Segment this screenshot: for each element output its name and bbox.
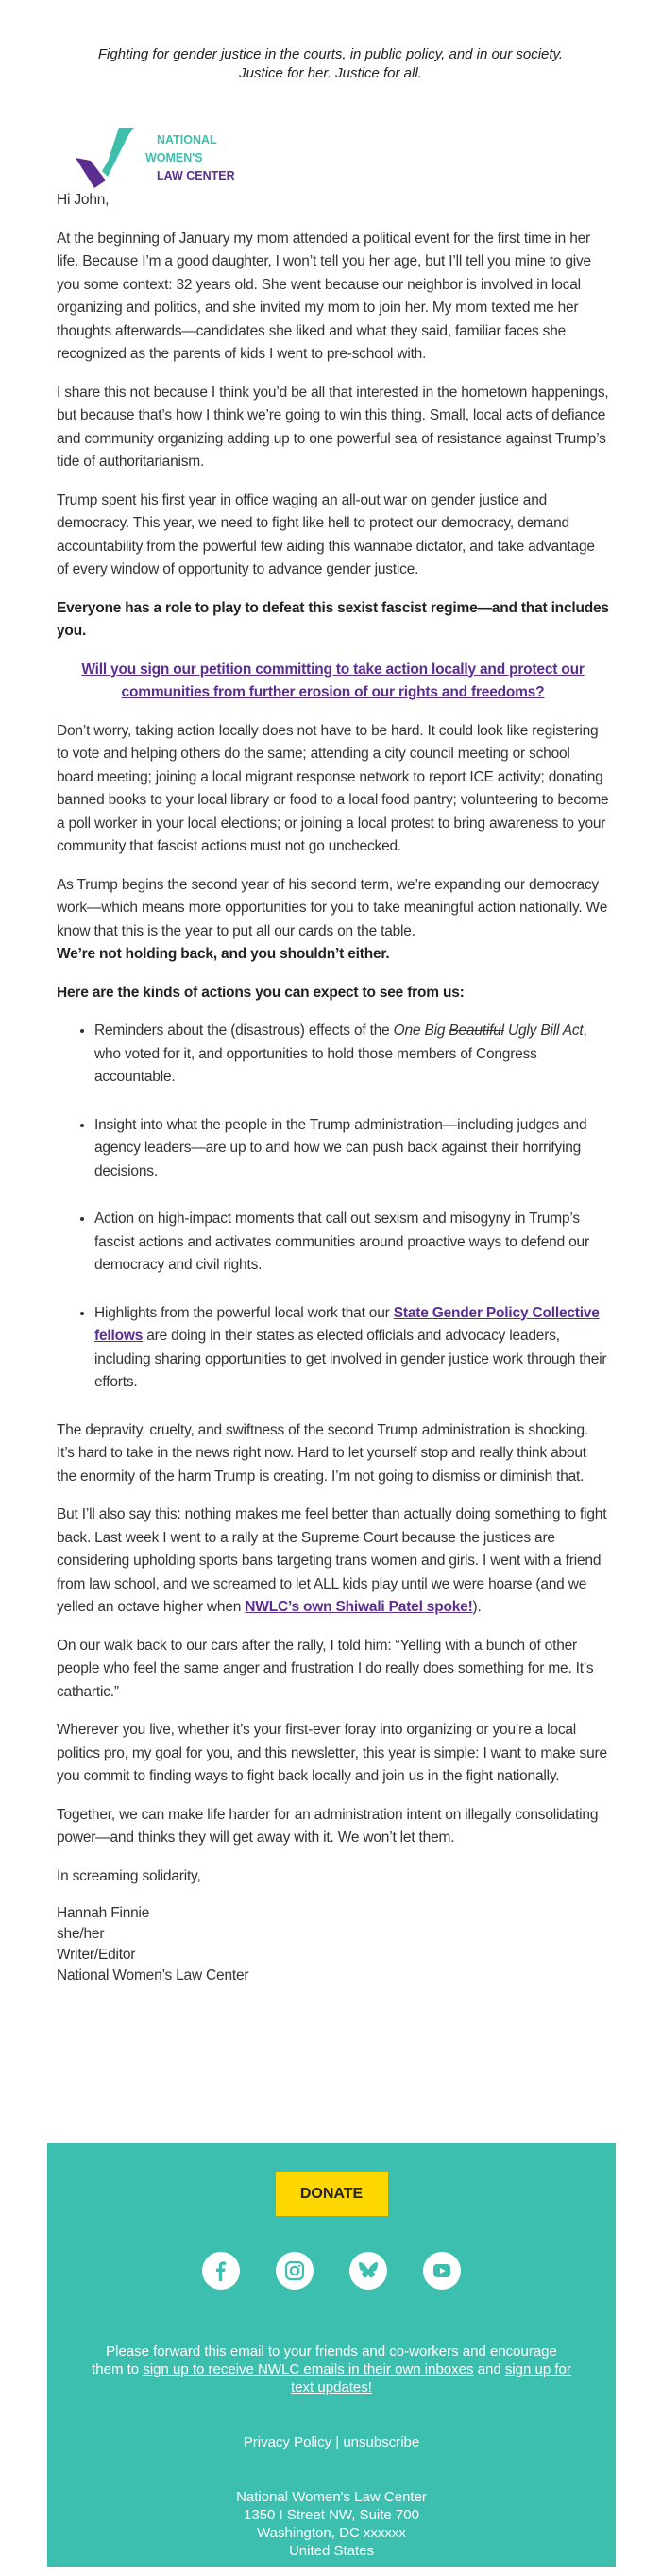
petition-link[interactable]: Will you sign our petition committing to take action locally and protect our communities from further erosion of our rights and freedoms? bbox=[81, 661, 585, 700]
text-signup-link[interactable]: sign up for text updates! bbox=[291, 2361, 571, 2396]
list-item: • Action on high-impact moments that call out sexism and misogyny in Trump’s fascist actions and activates communities around proactive ways to defend our democracy and civil rights. bbox=[94, 1208, 609, 1278]
address-line: National Women's Law Center bbox=[236, 2489, 427, 2505]
signature bbox=[57, 1903, 609, 1986]
tagline-line-2: Justice for her. Justice for all. bbox=[239, 65, 422, 81]
strikethrough-text: Beautiful bbox=[449, 1022, 504, 1039]
signature-name: Hannah Finnie bbox=[57, 1905, 150, 1921]
facebook-icon[interactable] bbox=[202, 2252, 240, 2290]
text: Please forward this email to your friends and co-workers and encourage them to bbox=[92, 2344, 557, 2378]
unsubscribe-link[interactable]: unsubscribe bbox=[343, 2434, 420, 2450]
address bbox=[47, 2488, 616, 2560]
text: Highlights from the powerful local work that our bbox=[94, 1304, 394, 1321]
paragraph: At the beginning of January my mom attended a political event for the first time in her life. Because I’m a good daughter, I won’t tell you her age, but I’ll tell you mine to give you some context: 32 years old. She went because our neighbor is involved in local organizing and politics, and she invited my mom to join her. My mom texted me her thoughts afterwards—candidates she liked and what they said, familiar faces she recognized as the parents of kids I went to pre-school with. bbox=[57, 230, 591, 362]
paragraph: Together, we can make life harder for an administration intent on illegally consolidating power—and thinks they will get away with it. We won’t let them. bbox=[57, 1806, 599, 1846]
nwlc-logo[interactable] bbox=[74, 128, 235, 188]
email-body bbox=[57, 189, 609, 2001]
logo-text-womens: WOMEN'S bbox=[145, 150, 203, 164]
italic-text: Ugly Bill Act bbox=[503, 1022, 584, 1039]
privacy-policy-link[interactable]: Privacy Policy bbox=[243, 2434, 332, 2450]
paragraph: The depravity, cruelty, and swiftness of the second Trump administration is shocking. It’s hard to take in the news right now. Hard to let yourself stop and really think about the enormity of the harm Trump is creating. I’m not going to dismiss or diminish that. bbox=[57, 1421, 589, 1485]
paragraph-text: As Trump begins the second year of his second term, we’re expanding our democracy work—which means more opportunities for you to take meaningful action nationally. We know that this is the year to put all our cards on the table. bbox=[57, 876, 608, 939]
signature-org: National Women’s Law Center bbox=[57, 1967, 249, 1984]
tagline bbox=[0, 45, 661, 83]
logo-text-law-center: LAW CENTER bbox=[157, 168, 235, 182]
paragraph: Don’t worry, taking action locally does not have to be hard. It could look like registering to vote and helping others do the same; attending a city council meeting or school board meeting; joining a local migrant response network to report ICE activity; donating banned books to your local library or food to a local food pantry; volunteering to become a poll worker in your local elections; or joining a local protest to bring awareness to your community that fascist actions must not go unchecked. bbox=[57, 722, 609, 854]
paragraph: Wherever you live, whether it’s your first-ever foray into organizing or you’re a local politics pro, my goal for you, and this newsletter, this year is simple: I want to make sure you commit to finding ways to fight back locally and join us in the fight nationally. bbox=[57, 1722, 607, 1784]
list-item bbox=[94, 1020, 609, 1090]
list-item: • Insight into what the people in the Trump administration—including judges and agency leaders—are up to and how we can push back against their horrifying decisions. bbox=[94, 1114, 609, 1184]
email-signup-link[interactable]: sign up to receive NWLC emails in their own inboxes bbox=[143, 2361, 474, 2378]
address-line: United States bbox=[288, 2543, 375, 2559]
list-heading: Here are the kinds of actions you can expect to see from us: bbox=[57, 984, 465, 1001]
text: , who voted for it, and opportunities to hold those members of Congress accountable. bbox=[94, 1022, 587, 1085]
footer-links bbox=[47, 2434, 616, 2450]
donate-button[interactable]: DONATE bbox=[276, 2172, 388, 2216]
text: and bbox=[473, 2361, 505, 2378]
social-links bbox=[47, 2252, 616, 2290]
youtube-icon[interactable] bbox=[423, 2252, 461, 2290]
logo-text-national: NATIONAL bbox=[157, 132, 217, 146]
greeting: Hi John, bbox=[57, 192, 110, 208]
signature-title: Writer/Editor bbox=[57, 1947, 136, 1963]
paragraph: On our walk back to our cars after the rally, I told him: “Yelling with a bunch of other people who feel the same anger and frustration I do really does something for me. It’s cathartic.” bbox=[57, 1637, 594, 1700]
actions-list bbox=[57, 1020, 609, 1395]
italic-text: One Big bbox=[393, 1022, 449, 1039]
bold-callout: Everyone has a role to play to defeat this sexist fascist regime—and that includes you. bbox=[57, 599, 609, 639]
bold-text: We’re not holding back, and you shouldn’t either. bbox=[57, 946, 390, 962]
text: ). bbox=[472, 1599, 482, 1615]
state-gender-policy-link[interactable]: State Gender Policy Collective fellows bbox=[94, 1304, 600, 1344]
paragraph: Trump spent his first year in office waging an all-out war on gender justice and democracy. This year, we need to fight like hell to protect our democracy, demand accountability from the powerful few aiding this wannabe dictator, and take advantage of every window of opportunity to advance gender justice. bbox=[57, 491, 595, 577]
closing: In screaming solidarity, bbox=[57, 1867, 201, 1884]
tagline-line-1: Fighting for gender justice in the courts, in public policy, and in our society. bbox=[97, 46, 564, 62]
address-line: 1350 I Street NW, Suite 700 bbox=[244, 2507, 419, 2523]
text: Reminders about the (disastrous) effects of the bbox=[94, 1022, 394, 1039]
shiwali-patel-link[interactable]: NWLC’s own Shiwali Patel spoke! bbox=[245, 1599, 473, 1615]
forward-message bbox=[91, 2343, 572, 2396]
paragraph: I share this not because I think you’d be all that interested in the hometown happenings, but because that’s how I think we’re going to win this thing. Small, local acts of defiance and community organizing adding up to one powerful sea of resistance against Trump’s tide of authoritarianism. bbox=[57, 384, 609, 470]
text: But I’ll also say this: nothing makes me feel better than actually doing something to fight back. Last week I went to a rally at the Supreme Court because the justices are considering upholding sports bans targeting trans women and girls. I went with a friend from law school, and we screamed to let ALL kids play until we were hoarse (and we yelled an octave higher when bbox=[57, 1506, 607, 1615]
signature-pronouns: she/her bbox=[57, 1926, 105, 1942]
footer bbox=[47, 2143, 616, 2567]
address-line: Washington, DC xxxxxx bbox=[257, 2525, 406, 2541]
list-item bbox=[94, 1302, 609, 1395]
paragraph bbox=[57, 874, 609, 967]
logo-mark-icon bbox=[74, 128, 142, 188]
bluesky-icon[interactable] bbox=[349, 2252, 387, 2290]
paragraph bbox=[57, 1503, 609, 1620]
text: are doing in their states as elected officials and advocacy leaders, including sharing opportunities to get involved in gender justice work through their efforts. bbox=[94, 1328, 607, 1390]
separator: | bbox=[331, 2434, 344, 2450]
instagram-icon[interactable] bbox=[276, 2252, 314, 2290]
